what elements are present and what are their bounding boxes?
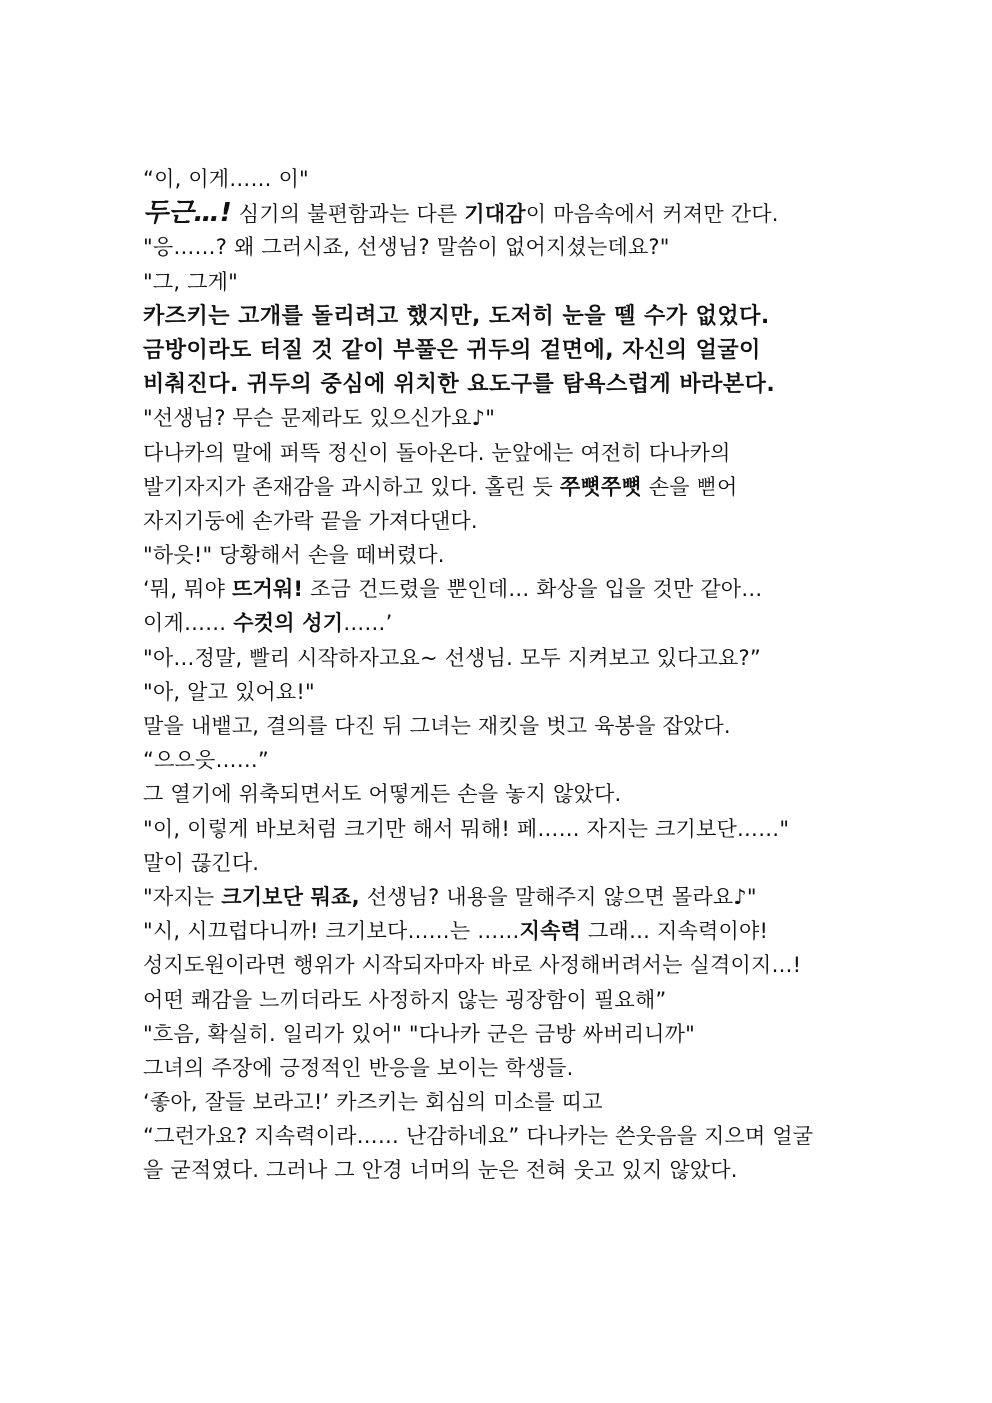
body-text: "아…정말, 빨리 시작하자고요~ 선생님. 모두 지켜보고 있다고요?” [143,645,761,670]
text-line [143,401,863,435]
body-text: "자지는 [143,884,222,909]
text-line [143,709,863,743]
emphasis-text: 기대감 [464,202,526,227]
text-line [143,743,863,777]
text-line [143,983,863,1017]
emphasis-text: 두근…! [143,198,232,229]
text-line [143,606,863,640]
emphasis-text: 수컷의 성기 [233,611,344,636]
text-line [143,1085,863,1119]
text-line [143,572,863,606]
text-line [143,641,863,675]
body-text: 손을 뻗어 [641,474,738,499]
body-text: ‘좋아, 잘들 보라고!’ 카즈키는 회심의 미소를 띠고 [143,1090,603,1115]
body-text: 말을 내뱉고, 결의를 다진 뒤 그녀는 재킷을 벗고 육봉을 잡았다. [143,714,731,738]
body-text: 다나카의 말에 퍼뜩 정신이 돌아온다. 눈앞에는 여전히 다나카의 [143,440,731,465]
body-text: 어떤 쾌감을 느끼더라도 사정하지 않는 굉장함이 필요해” [143,987,667,1012]
text-line [143,470,863,504]
body-text: “이, 이게…… 이" [143,167,309,191]
text-line [143,504,863,538]
body-text: 이 마음속에서 커져만 간다. [525,202,779,227]
emphasis-text: 비춰진다. 귀두의 중심에 위치한 요도구를 탐욕스럽게 바라본다. [143,372,776,398]
body-text: 이게…… [143,611,234,636]
body-text: "선생님? 무슨 문제라도 있으신가요♪" [143,406,496,431]
body-text: 선생님? 내용을 말해주지 않으면 몰라요♪" [359,884,757,909]
body-text: "시, 시끄럽다니까! 크기보다……는 …… [143,919,520,944]
body-text: "그, 그게" [143,269,238,294]
story-text [143,162,863,1188]
text-line [143,846,863,880]
body-text: 자지기둥에 손가락 끝을 가져다댄다. [143,508,478,533]
body-text: 심기의 불편함과는 다른 [231,202,465,227]
text-line [143,299,863,333]
text-line [143,880,863,914]
text-line [143,367,863,401]
body-text: 그래… 지속력이야! [581,919,769,944]
body-text: "응……? 왜 그러시죠, 선생님? 말씀이 없어지셨는데요?" [143,235,670,260]
text-line [143,162,863,196]
emphasis-text: 뜨거워! [231,577,304,602]
emphasis-text: 지속력 [519,919,582,944]
body-text: 말이 끊긴다. [143,850,260,875]
text-line [143,812,863,846]
emphasis-text: 크기보단 뭐죠, [221,884,360,909]
body-text: ……’ [343,611,393,636]
text-line [143,436,863,470]
text-line [143,265,863,299]
text-line [143,1017,863,1051]
body-text: 발기자지가 존재감을 과시하고 있다. 홀린 듯 [143,474,560,499]
text-line [143,538,863,572]
body-text: “으으읏……” [143,748,270,773]
body-text: 그녀의 주장에 긍정적인 반응을 보이는 학생들. [143,1055,574,1080]
text-line [143,777,863,811]
text-line [143,1119,863,1153]
text-line [143,948,863,982]
text-line [143,1051,863,1085]
text-line [143,333,863,367]
body-text: 조금 건드렸을 뿐인데… 화상을 입을 것만 같아… [303,577,763,602]
body-text: “그런가요? 지속력이라…… 난감하네요” 다나카는 쓴웃음을 지으며 얼굴 [143,1124,814,1149]
emphasis-text: 카즈키는 고개를 돌리려고 했지만, 도저히 눈을 뗄 수가 없었다. [143,303,770,329]
body-text: 을 굳적였다. 그러나 그 안경 너머의 눈은 전혀 웃고 있지 않았다. [143,1158,738,1183]
body-text: ‘뭐, 뭐야 [143,577,232,602]
text-line [143,675,863,709]
body-text: 성지도원이라면 행위가 시작되자마자 바로 사정해버려서는 실격이지…! [143,953,802,978]
body-text: "하읏!" 당황해서 손을 떼버렸다. [143,543,445,568]
emphasis-text: 쭈뼛쭈뼛 [559,474,642,499]
emphasis-text: 금방이라도 터질 것 같이 부풀은 귀두의 겉면에, 자신의 얼굴이 [143,337,761,363]
body-text: "이, 이렇게 바보처럼 크기만 해서 뭐해! 페…… 자지는 크기보단……" [143,816,790,841]
body-text: 그 열기에 위축되면서도 어떻게든 손을 놓지 않았다. [143,782,622,807]
text-line [143,914,863,948]
body-text: "아, 알고 있어요!" [143,679,315,704]
body-text: "흐음, 확실히. 일리가 있어" "다나카 군은 금방 싸버리니까" [143,1021,696,1046]
text-line [143,230,863,264]
text-line [143,1153,863,1187]
text-line [143,196,863,230]
